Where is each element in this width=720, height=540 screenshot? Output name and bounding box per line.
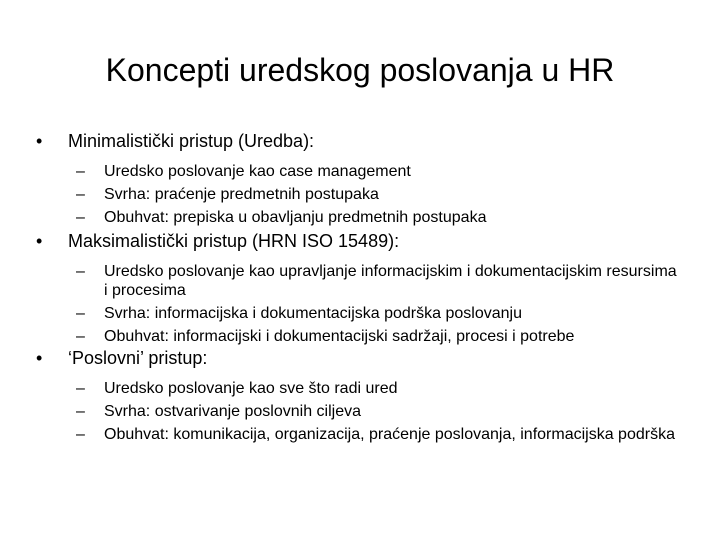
sub-item — [36, 208, 684, 227]
sub-dash: – — [76, 209, 85, 226]
sub-item — [36, 402, 684, 421]
sub-dash: – — [76, 186, 85, 203]
sub-dash: – — [76, 380, 85, 397]
slide-title: Koncepti uredskog poslovanja u HR — [105, 52, 615, 88]
bullet-section-maximalist — [36, 230, 696, 350]
sub-item — [36, 327, 684, 346]
sub-list — [36, 262, 696, 346]
sub-dash: – — [76, 305, 85, 322]
sub-item-text: Uredsko poslovanje kao sve što radi ured — [104, 380, 398, 397]
bullet-label: Minimalistički pristup (Uredba): — [68, 131, 315, 151]
sub-item — [36, 425, 684, 444]
sub-dash: – — [76, 403, 85, 420]
sub-item-text: Obuhvat: prepiska u obavljanju predmetnih postupaka — [104, 209, 487, 226]
sub-list — [36, 379, 696, 444]
bullet-section-minimalist — [36, 130, 696, 231]
sub-list — [36, 162, 696, 227]
sub-item — [36, 304, 684, 323]
sub-dash: – — [76, 328, 85, 345]
bullet-dot: • — [36, 131, 43, 151]
bullet-section-business — [36, 347, 696, 448]
sub-item-text: Uredsko poslovanje kao case management — [104, 163, 411, 180]
bullet-label: Maksimalistički pristup (HRN ISO 15489): — [68, 231, 400, 251]
bullet-item — [36, 130, 696, 152]
sub-item-text: Uredsko poslovanje kao upravljanje informacijskim i dokumentacijskim resursima i procesima — [104, 263, 677, 299]
sub-item-text: Obuhvat: informacijski i dokumentacijski sadržaji, procesi i potrebe — [104, 328, 575, 345]
sub-item-text: Obuhvat: komunikacija, organizacija, praćenje poslovanja, informacijska podrška — [104, 426, 675, 443]
sub-item-text: Svrha: praćenje predmetnih postupaka — [104, 186, 379, 203]
bullet-item — [36, 347, 696, 369]
sub-item — [36, 262, 684, 300]
sub-item-text: Svrha: informacijska i dokumentacijska podrška poslovanju — [104, 305, 522, 322]
sub-dash: – — [76, 426, 85, 443]
sub-dash: – — [76, 163, 85, 180]
bullet-dot: • — [36, 231, 43, 251]
bullet-item — [36, 230, 696, 252]
bullet-label: ‘Poslovni’ pristup: — [68, 348, 208, 368]
bullet-dot: • — [36, 348, 43, 368]
sub-item-text: Svrha: ostvarivanje poslovnih ciljeva — [104, 403, 362, 420]
sub-item — [36, 185, 684, 204]
sub-dash: – — [76, 263, 85, 280]
sub-item — [36, 162, 684, 181]
sub-item — [36, 379, 684, 398]
